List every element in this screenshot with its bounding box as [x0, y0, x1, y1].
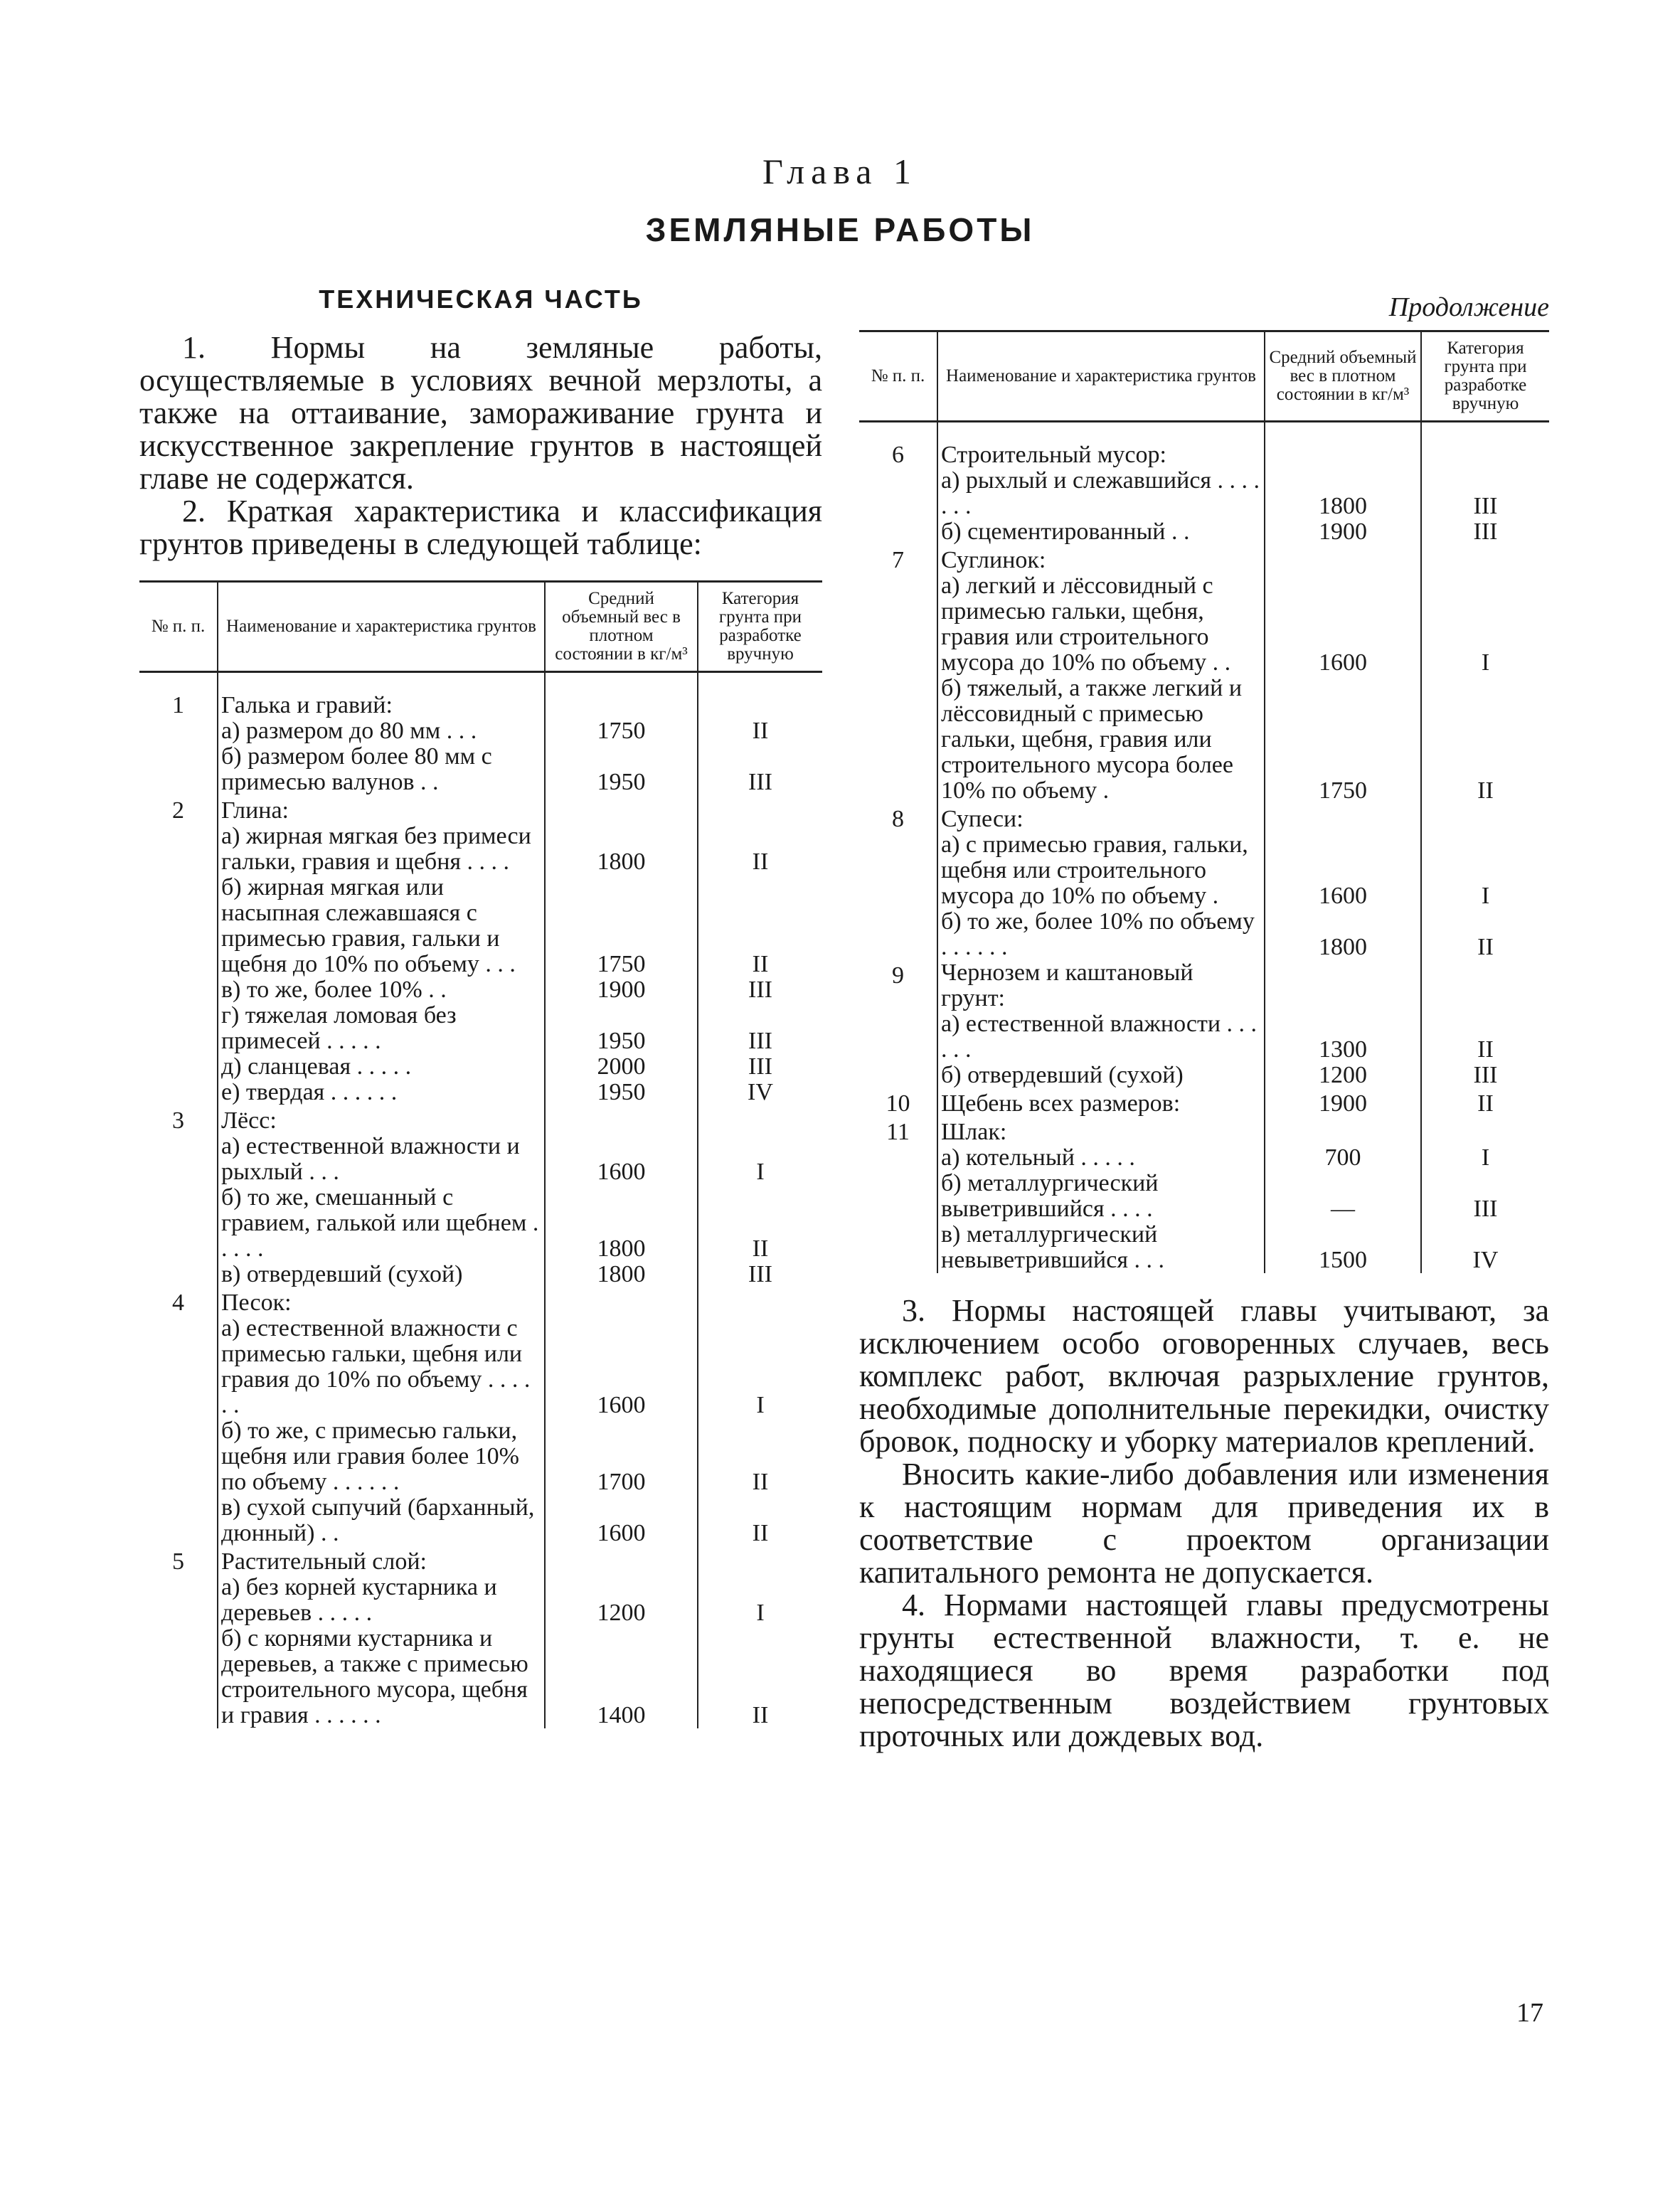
- weight-cell: 1200: [545, 1575, 698, 1626]
- empty-num-cell: [139, 1626, 218, 1728]
- empty-num-cell: [859, 909, 937, 960]
- weight-cell: [545, 795, 698, 824]
- item-text: а) легкий и лёссовидный с примесью гальки, щебня, гравия или строительного мусора до 10% по объему . .: [937, 573, 1265, 676]
- spacer-cell: [218, 672, 545, 691]
- group-row: [859, 1088, 1549, 1117]
- weight-cell: 1750: [545, 718, 698, 744]
- group-number: 11: [886, 1119, 910, 1145]
- empty-num-cell: [859, 1171, 937, 1222]
- item-text: г) тяжелая ломовая без примесей . . . . .: [218, 1003, 545, 1054]
- category-cell: III: [698, 1003, 822, 1054]
- table-row: [139, 824, 822, 875]
- category-cell: [1421, 1117, 1549, 1145]
- weight-cell: 1700: [545, 1418, 698, 1495]
- weight-cell: —: [1265, 1171, 1421, 1222]
- header-name: Наименование и характеристика грунтов: [937, 331, 1265, 422]
- category-cell: IV: [1421, 1222, 1549, 1273]
- table-row: [859, 1011, 1549, 1063]
- category-cell: II: [1421, 1088, 1549, 1117]
- category-cell: [698, 1546, 822, 1575]
- weight-cell: [1265, 804, 1421, 832]
- group-row: [859, 440, 1549, 468]
- empty-num-cell: [139, 1185, 218, 1262]
- group-number: 7: [892, 547, 904, 573]
- table-row: [859, 832, 1549, 909]
- weight-cell: 1600: [1265, 832, 1421, 909]
- weight-cell: 1900: [545, 977, 698, 1003]
- header-num: № п. п.: [139, 582, 218, 672]
- group-title: Песок:: [218, 1287, 545, 1316]
- weight-cell: [1265, 960, 1421, 1011]
- empty-num-cell: [859, 468, 937, 519]
- weight-cell: 1300: [1265, 1011, 1421, 1063]
- weight-cell: 2000: [545, 1054, 698, 1080]
- chapter-title: ЗЕМЛЯНЫЕ РАБОТЫ: [645, 211, 1035, 248]
- group-number: 6: [892, 442, 904, 468]
- empty-num-cell: [139, 1134, 218, 1185]
- soil-table-right-body: [859, 422, 1549, 1274]
- category-cell: III: [698, 744, 822, 795]
- weight-cell: 1950: [545, 1080, 698, 1105]
- spacer-cell: [937, 422, 1265, 440]
- category-cell: I: [698, 1316, 822, 1418]
- empty-num-cell: [859, 832, 937, 909]
- item-text: в) то же, более 10% . .: [218, 977, 545, 1003]
- weight-cell: [1265, 1117, 1421, 1145]
- table-row: [139, 1185, 822, 1262]
- header-weight: Средний объемный вес в плотном состоянии в кг/м³: [1265, 331, 1421, 422]
- empty-num-cell: [139, 824, 218, 875]
- table-row: [859, 468, 1549, 519]
- weight-cell: [545, 1287, 698, 1316]
- table-row: [139, 1054, 822, 1080]
- weight-cell: 1800: [1265, 909, 1421, 960]
- group-number: 8: [892, 806, 904, 832]
- category-cell: III: [698, 977, 822, 1003]
- soil-table-left: [139, 580, 822, 1728]
- weight-cell: 1600: [545, 1134, 698, 1185]
- spacer-cell: [545, 672, 698, 691]
- table-row: [859, 1171, 1549, 1222]
- group-number: 4: [172, 1290, 184, 1316]
- category-cell: IV: [698, 1080, 822, 1105]
- group-number: 2: [172, 797, 184, 824]
- soil-table-left-body: [139, 672, 822, 1729]
- category-cell: I: [698, 1134, 822, 1185]
- header-name: Наименование и характеристика грунтов: [218, 582, 545, 672]
- group-number: 10: [886, 1090, 910, 1117]
- category-cell: II: [698, 1626, 822, 1728]
- item-text: а) естественной влажности и рыхлый . . .: [218, 1134, 545, 1185]
- table-row: [139, 1316, 822, 1418]
- group-row: [139, 1287, 822, 1316]
- right-text: [859, 1294, 1549, 1753]
- category-cell: III: [1421, 1063, 1549, 1088]
- paragraph-3b: Вносить какие-либо добавления или изменения к настоящим нормам для приведения их в соответствие с проектом организации капитального ремонта не допускается.: [859, 1457, 1549, 1590]
- item-text: б) размером более 80 мм с примесью валунов . .: [218, 744, 545, 795]
- chapter-label: Глава 1: [762, 151, 918, 191]
- empty-num-cell: [139, 1575, 218, 1626]
- category-cell: [1421, 960, 1549, 1011]
- category-cell: [1421, 440, 1549, 468]
- item-text: в) отвердевший (сухой): [218, 1262, 545, 1287]
- header-category: Категория грунта при разработке вручную: [698, 582, 822, 672]
- table-row: [859, 909, 1549, 960]
- weight-cell: 1200: [1265, 1063, 1421, 1088]
- category-cell: II: [698, 1495, 822, 1546]
- item-text: б) сцементированный . .: [937, 519, 1265, 545]
- category-cell: [1421, 545, 1549, 573]
- category-cell: II: [1421, 676, 1549, 804]
- paragraph-4: 4. Нормами настоящей главы предусмотрены грунты естественной влажности, т. е. не находящиеся во время разработки под непосредственным воздействием грунтовых проточных или дождевых вод.: [859, 1588, 1549, 1753]
- group-row: [139, 1546, 822, 1575]
- group-row: [859, 960, 1549, 1011]
- item-text: б) то же, более 10% по объему . . . . . .: [937, 909, 1265, 960]
- category-cell: II: [698, 718, 822, 744]
- table-row: [139, 1262, 822, 1287]
- soil-table-right: [859, 330, 1549, 1273]
- empty-num-cell: [139, 718, 218, 744]
- spacer-cell: [859, 422, 937, 440]
- group-title: Строительный мусор:: [937, 440, 1265, 468]
- weight-cell: [1265, 440, 1421, 468]
- group-number: 1: [172, 692, 184, 718]
- empty-num-cell: [139, 1054, 218, 1080]
- spacer-cell: [139, 672, 218, 691]
- item-text: а) размером до 80 мм . . .: [218, 718, 545, 744]
- table-row: [139, 977, 822, 1003]
- group-title: Глина:: [218, 795, 545, 824]
- category-cell: II: [1421, 1011, 1549, 1063]
- group-title: Галька и гравий:: [218, 690, 545, 718]
- item-text: б) металлургический выветрившийся . . . .: [937, 1171, 1265, 1222]
- empty-num-cell: [859, 573, 937, 676]
- group-number: 3: [172, 1107, 184, 1134]
- weight-cell: [545, 690, 698, 718]
- empty-num-cell: [139, 1316, 218, 1418]
- spacer-cell: [698, 672, 822, 691]
- category-cell: [698, 1287, 822, 1316]
- group-row: [139, 795, 822, 824]
- group-row: [859, 804, 1549, 832]
- item-text: а) жирная мягкая без примеси гальки, гравия и щебня . . . .: [218, 824, 545, 875]
- empty-num-cell: [139, 1418, 218, 1495]
- group-number: 5: [172, 1548, 184, 1575]
- group-title: Шлак:: [937, 1117, 1265, 1145]
- empty-num-cell: [139, 977, 218, 1003]
- group-title: Чернозем и каштановый грунт:: [937, 960, 1265, 1011]
- table-header-row: [139, 582, 822, 672]
- weight-cell: 1800: [545, 1262, 698, 1287]
- weight-cell: 1750: [1265, 676, 1421, 804]
- category-cell: II: [698, 824, 822, 875]
- item-text: а) естественной влажности с примесью гальки, щебня или гравия до 10% по объему . . . . . .: [218, 1316, 545, 1418]
- group-row: [139, 1105, 822, 1134]
- item-text: б) то же, с примесью гальки, щебня или гравия более 10% по объему . . . . . .: [218, 1418, 545, 1495]
- table-row: [859, 573, 1549, 676]
- group-title: Растительный слой:: [218, 1546, 545, 1575]
- item-text: а) без корней кустарника и деревьев . . . . .: [218, 1575, 545, 1626]
- empty-num-cell: [139, 1262, 218, 1287]
- section-title: ТЕХНИЧЕСКАЯ ЧАСТЬ: [319, 285, 643, 314]
- empty-num-cell: [139, 1080, 218, 1105]
- table-row: [139, 1003, 822, 1054]
- item-text: д) сланцевая . . . . .: [218, 1054, 545, 1080]
- spacer-cell: [1421, 422, 1549, 440]
- item-text: а) с примесью гравия, гальки, щебня или строительного мусора до 10% по объему .: [937, 832, 1265, 909]
- item-text: в) сухой сыпучий (барханный, дюнный) . .: [218, 1495, 545, 1546]
- weight-cell: 1500: [1265, 1222, 1421, 1273]
- weight-cell: 1800: [545, 824, 698, 875]
- table-row: [139, 1418, 822, 1495]
- item-text: а) естественной влажности . . . . . .: [937, 1011, 1265, 1063]
- category-cell: III: [1421, 1171, 1549, 1222]
- category-cell: II: [698, 875, 822, 977]
- item-text: в) металлургический невыветрившийся . . .: [937, 1222, 1265, 1273]
- header-num: № п. п.: [859, 331, 937, 422]
- weight-cell: 1800: [545, 1185, 698, 1262]
- group-number: 9: [892, 962, 904, 989]
- table-row: [859, 1063, 1549, 1088]
- left-column: [139, 285, 822, 1728]
- group-title: Лёсс:: [218, 1105, 545, 1134]
- weight-cell: 1800: [1265, 468, 1421, 519]
- header-category: Категория грунта при разработке вручную: [1421, 331, 1549, 422]
- category-cell: III: [698, 1262, 822, 1287]
- item-text: б) то же, смешанный с гравием, галькой или щебнем . . . . .: [218, 1185, 545, 1262]
- table-row: [859, 519, 1549, 545]
- weight-cell: [1265, 545, 1421, 573]
- empty-num-cell: [139, 1003, 218, 1054]
- item-text: а) рыхлый и слежавшийся . . . . . . .: [937, 468, 1265, 519]
- item-text: а) котельный . . . . .: [937, 1145, 1265, 1171]
- category-cell: [698, 795, 822, 824]
- category-cell: I: [1421, 1145, 1549, 1171]
- table-row: [139, 718, 822, 744]
- table-row: [859, 1145, 1549, 1171]
- weight-cell: 1600: [545, 1316, 698, 1418]
- header-weight: Средний объемный вес в плотном состоянии в кг/м³: [545, 582, 698, 672]
- table-row: [139, 1495, 822, 1546]
- category-cell: [698, 1105, 822, 1134]
- item-text: б) с корнями кустарника и деревьев, а также с примесью строительного мусора, щебня и гравия . . . . . .: [218, 1626, 545, 1728]
- category-cell: I: [1421, 573, 1549, 676]
- paragraph-1: 1. Нормы на земляные работы, осуществляемые в условиях вечной мерзлоты, а также на оттаивание, замораживание грунта и искусственное закрепление грунтов в настоящей главе не содержатся.: [139, 330, 822, 496]
- group-title: Щебень всех размеров:: [937, 1088, 1265, 1117]
- weight-cell: 1900: [1265, 1088, 1421, 1117]
- item-text: е) твердая . . . . . .: [218, 1080, 545, 1105]
- category-cell: II: [698, 1185, 822, 1262]
- group-title: Супеси:: [937, 804, 1265, 832]
- category-cell: II: [698, 1418, 822, 1495]
- table-row: [139, 1134, 822, 1185]
- category-cell: III: [1421, 468, 1549, 519]
- paragraph-3: 3. Нормы настоящей главы учитывают, за исключением особо оговоренных случаев, весь комплекс работ, включая разрыхление грунтов, необходимые дополнительные перекидки, очистку бровок, подноску и уборку материалов креплений.: [859, 1293, 1549, 1459]
- weight-cell: 1600: [545, 1495, 698, 1546]
- row-spacer: [139, 672, 822, 691]
- table-row: [139, 1080, 822, 1105]
- row-spacer: [859, 422, 1549, 440]
- continued-label: Продолжение: [1388, 292, 1549, 322]
- weight-cell: 1950: [545, 744, 698, 795]
- empty-num-cell: [859, 1011, 937, 1063]
- item-text: б) отвердевший (сухой): [937, 1063, 1265, 1088]
- empty-num-cell: [859, 519, 937, 545]
- group-row: [139, 690, 822, 718]
- weight-cell: 1750: [545, 875, 698, 977]
- table-header-row: [859, 331, 1549, 422]
- item-text: б) жирная мягкая или насыпная слежавшаяся с примесью гравия, гальки и щебня до 10% по объему . . .: [218, 875, 545, 977]
- empty-num-cell: [859, 1145, 937, 1171]
- table-row: [139, 1626, 822, 1728]
- table-row: [139, 875, 822, 977]
- empty-num-cell: [139, 744, 218, 795]
- empty-num-cell: [859, 1222, 937, 1273]
- group-row: [859, 1117, 1549, 1145]
- item-text: б) тяжелый, а также легкий и лёссовидный с примесью гальки, щебня, гравия или строительного мусора более 10% по объему .: [937, 676, 1265, 804]
- weight-cell: 1600: [1265, 573, 1421, 676]
- category-cell: II: [1421, 909, 1549, 960]
- weight-cell: [545, 1105, 698, 1134]
- weight-cell: 1400: [545, 1626, 698, 1728]
- empty-num-cell: [139, 1495, 218, 1546]
- spacer-cell: [1265, 422, 1421, 440]
- empty-num-cell: [859, 1063, 937, 1088]
- weight-cell: 700: [1265, 1145, 1421, 1171]
- table-row: [139, 1575, 822, 1626]
- table-row: [139, 744, 822, 795]
- weight-cell: 1950: [545, 1003, 698, 1054]
- table-row: [859, 1222, 1549, 1273]
- right-column: [859, 292, 1549, 1753]
- weight-cell: 1900: [1265, 519, 1421, 545]
- category-cell: I: [1421, 832, 1549, 909]
- category-cell: III: [1421, 519, 1549, 545]
- paragraph-2: 2. Краткая характеристика и классификация грунтов приведены в следующей таблице:: [139, 494, 822, 561]
- category-cell: [1421, 804, 1549, 832]
- group-title: Суглинок:: [937, 545, 1265, 573]
- category-cell: III: [698, 1054, 822, 1080]
- empty-num-cell: [859, 676, 937, 804]
- empty-num-cell: [139, 875, 218, 977]
- group-row: [859, 545, 1549, 573]
- weight-cell: [545, 1546, 698, 1575]
- category-cell: [698, 690, 822, 718]
- category-cell: I: [698, 1575, 822, 1626]
- table-row: [859, 676, 1549, 804]
- page-number: 17: [1516, 1998, 1543, 2028]
